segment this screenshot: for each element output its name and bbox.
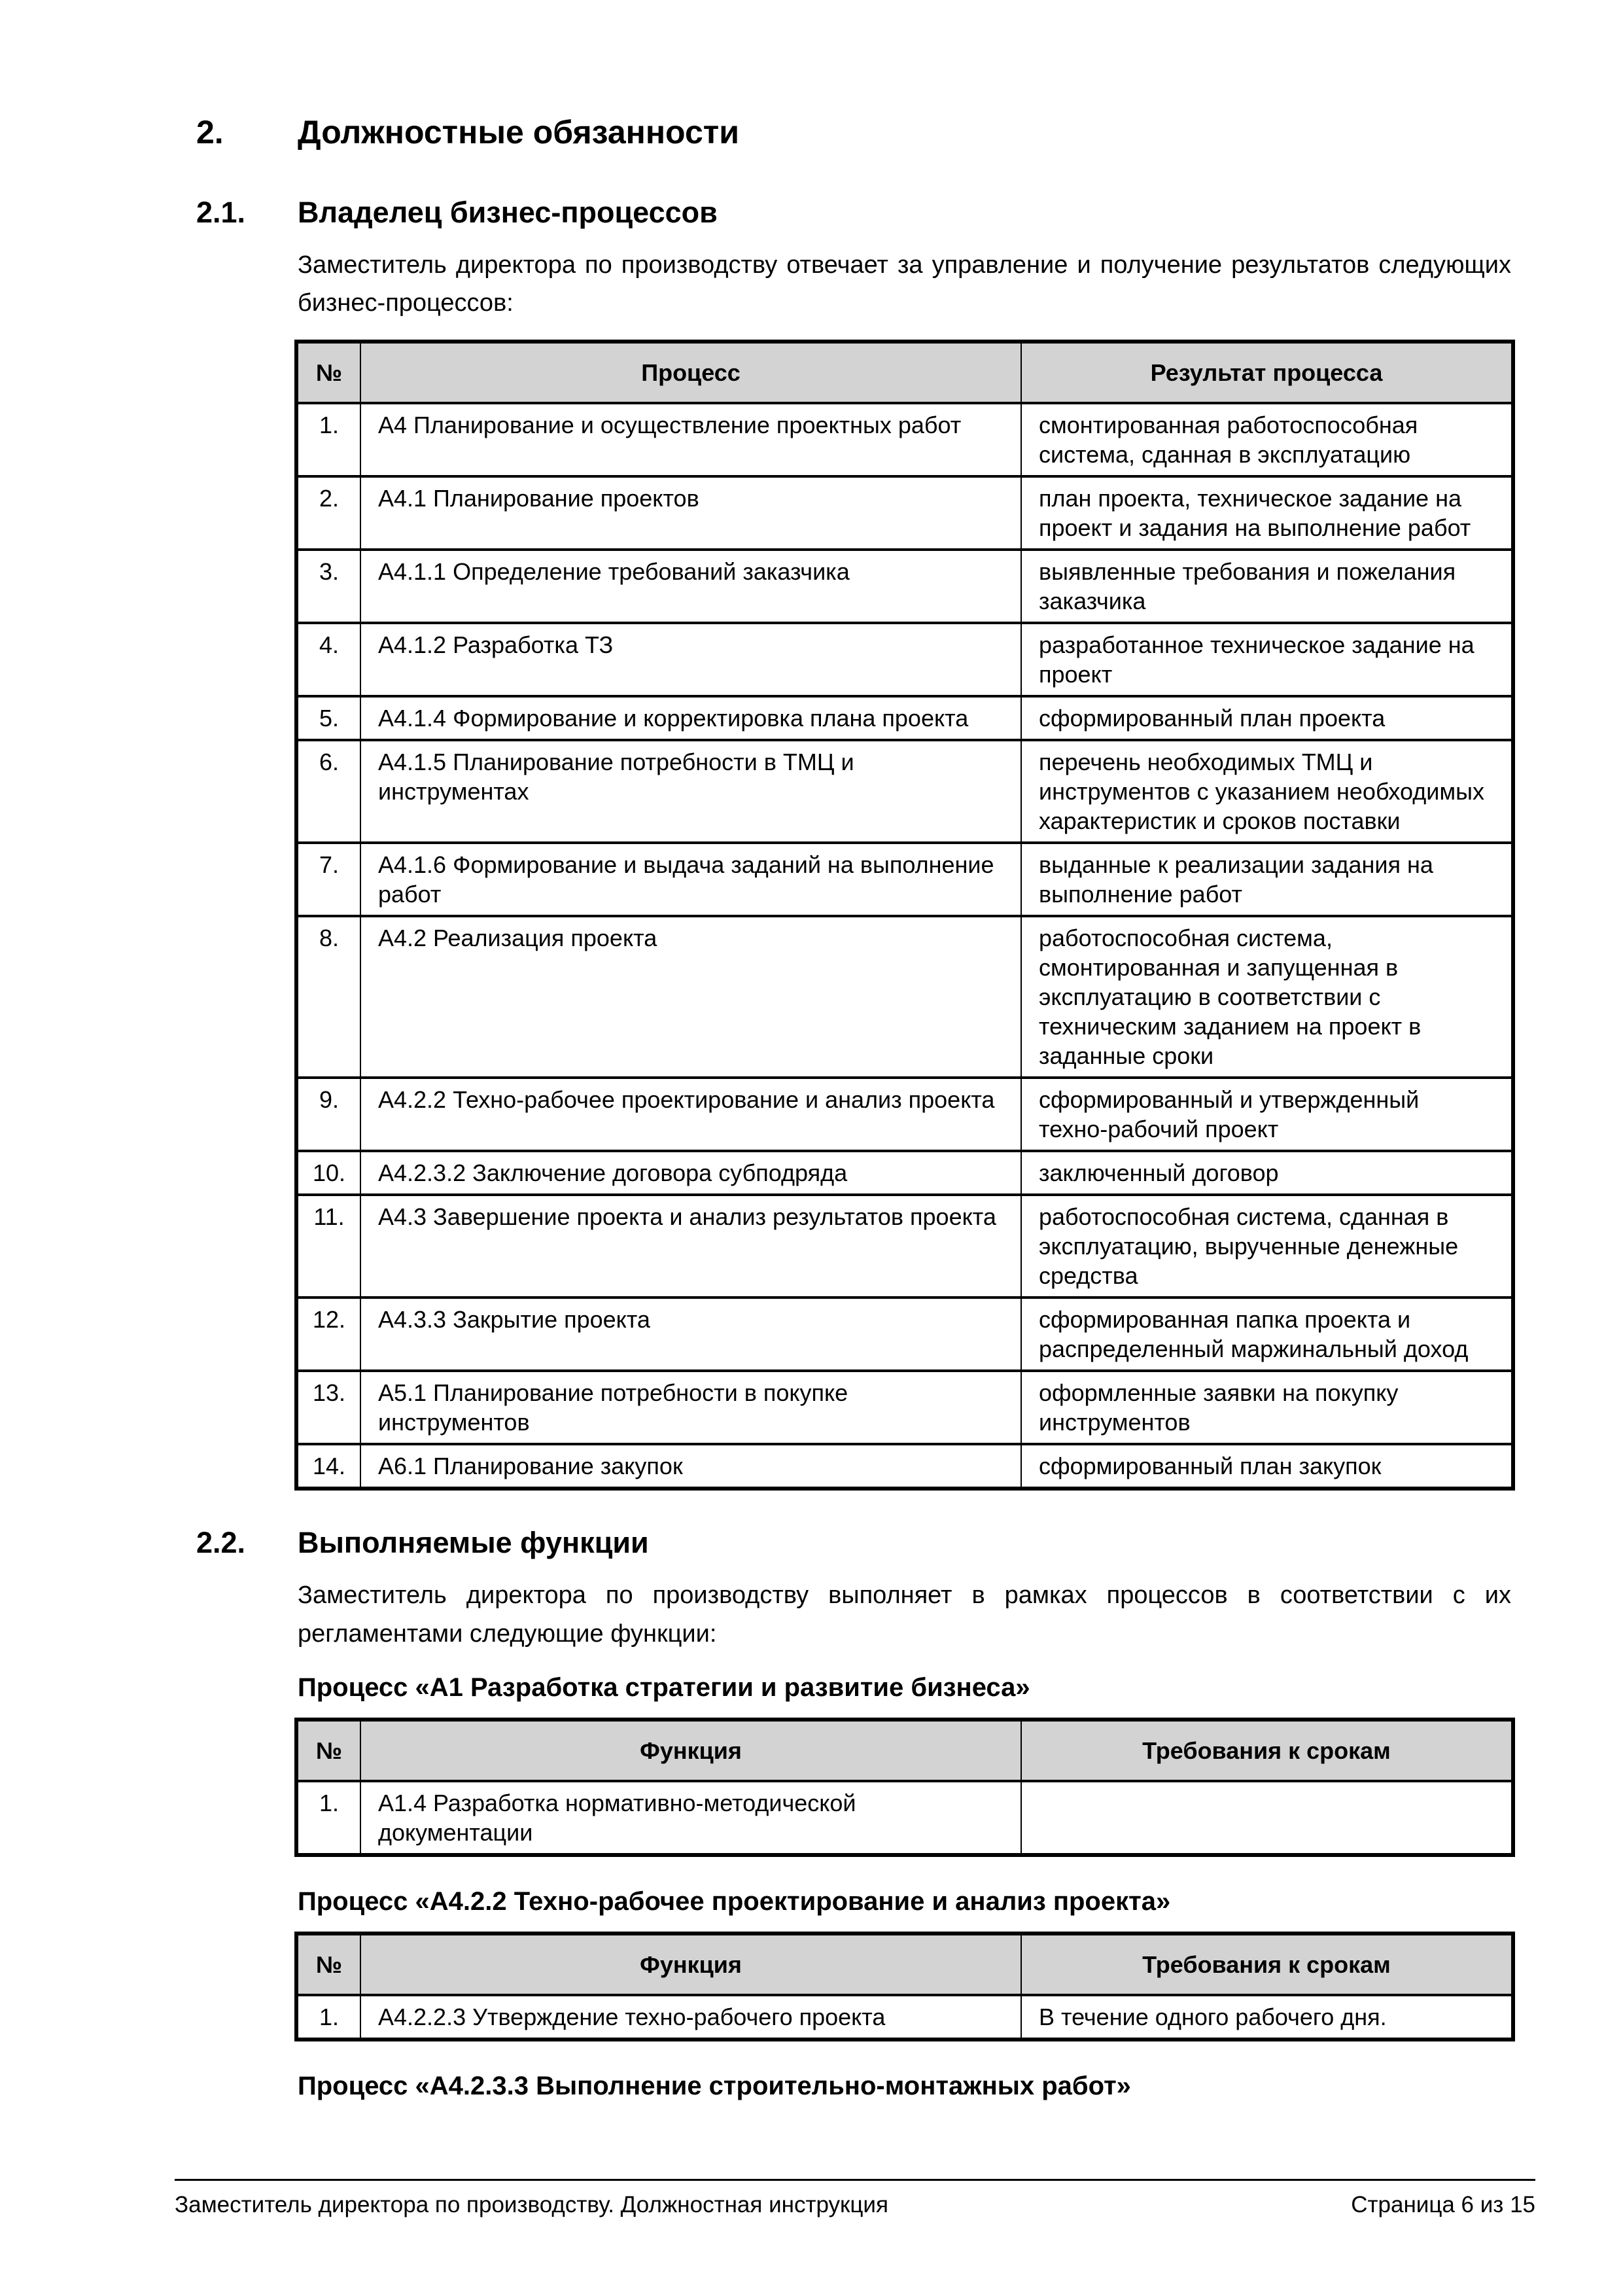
result-cell: выданные к реализации задания на выполнение работ — [1021, 843, 1513, 916]
process-table-row — [296, 1371, 1513, 1444]
result-cell: сформированный и утвержденный техно-рабочий проект — [1021, 1078, 1513, 1151]
result-cell: сформированная папка проекта и распределенный маржинальный доход — [1021, 1298, 1513, 1371]
process-table-header-result: Результат процесса — [1021, 342, 1513, 403]
process-table-row — [296, 403, 1513, 476]
function-table-a422-body — [296, 1995, 1513, 2040]
process-table-header — [296, 342, 1513, 403]
process-table-body — [296, 403, 1513, 1489]
process-table-header-row — [296, 342, 1513, 403]
section-2-2-title: Выполняемые функции — [298, 1526, 649, 1560]
row-number-cell: 13. — [296, 1371, 360, 1444]
row-number-cell: 4. — [296, 623, 360, 696]
process-block-title-a4233: Процесс «А4.2.3.3 Выполнение строительно-монтажных работ» — [298, 2071, 1131, 2100]
process-table-row — [296, 1444, 1513, 1489]
process-cell: А6.1 Планирование закупок — [360, 1444, 1021, 1489]
footer-document-title: Заместитель директора по производству. Должностная инструкция — [175, 2192, 888, 2217]
function-table-a422-header-num: № — [296, 1934, 360, 1995]
section-heading-2-1 — [196, 196, 1511, 229]
process-table-header-num: № — [296, 342, 360, 403]
result-cell: выявленные требования и пожелания заказчика — [1021, 550, 1513, 623]
process-table-row — [296, 740, 1513, 843]
process-cell: А4.3.3 Закрытие проекта — [360, 1298, 1021, 1371]
deadline-cell: В течение одного рабочего дня. — [1021, 1995, 1513, 2040]
result-cell: сформированный план проекта — [1021, 696, 1513, 740]
section-2-2-intro: Заместитель директора по производству выполняет в рамках процессов в соответствии с их регламентами следующие функции: — [298, 1581, 1511, 1648]
process-table-row — [296, 550, 1513, 623]
section-2-title: Должностные обязанности — [298, 114, 739, 150]
row-number-cell: 1. — [296, 1781, 360, 1855]
process-table-row — [296, 623, 1513, 696]
function-table-a1-header-row — [296, 1720, 1513, 1781]
section-heading-2-2 — [196, 1527, 1511, 1559]
row-number-cell: 1. — [296, 1995, 360, 2040]
function-cell: А1.4 Разработка нормативно-методической документации — [360, 1781, 1021, 1855]
row-number-cell: 2. — [296, 476, 360, 550]
process-cell: А4.2.3.2 Заключение договора субподряда — [360, 1151, 1021, 1195]
process-table-row — [296, 1151, 1513, 1195]
section-2-1-title: Владелец бизнес-процессов — [298, 196, 718, 229]
process-cell: А4.1.2 Разработка ТЗ — [360, 623, 1021, 696]
process-table-row — [296, 916, 1513, 1078]
process-table-row — [296, 1195, 1513, 1298]
process-cell: А5.1 Планирование потребности в покупке инструментов — [360, 1371, 1021, 1444]
process-block-title-a422: Процесс «А4.2.2 Техно-рабочее проектирование и анализ проекта» — [298, 1886, 1171, 1916]
process-cell: А4.1.1 Определение требований заказчика — [360, 550, 1021, 623]
section-2-1-number: 2.1. — [196, 196, 246, 229]
process-table-row — [296, 696, 1513, 740]
deadline-cell — [1021, 1781, 1513, 1855]
function-table-a422-header-deadline: Требования к срокам — [1021, 1934, 1513, 1995]
section-2-1-intro: Заместитель директора по производству отвечает за управление и получение результатов следующих бизнес-процессов: — [298, 251, 1511, 317]
function-table-a422-header-row — [296, 1934, 1513, 1995]
process-table-row — [296, 476, 1513, 550]
row-number-cell: 3. — [296, 550, 360, 623]
section-heading-2 — [196, 115, 1511, 150]
row-number-cell: 6. — [296, 740, 360, 843]
result-cell: работоспособная система, смонтированная и запущенная в эксплуатацию в соответствии с техническим заданием на проект в заданные сроки — [1021, 916, 1513, 1078]
section-2-2-number: 2.2. — [196, 1526, 246, 1560]
result-cell: разработанное техническое задание на проект — [1021, 623, 1513, 696]
result-cell: план проекта, техническое задание на проект и задания на выполнение работ — [1021, 476, 1513, 550]
function-table-row — [296, 1781, 1513, 1855]
process-cell: А4.1.4 Формирование и корректировка плана проекта — [360, 696, 1021, 740]
function-table-row — [296, 1995, 1513, 2040]
function-table-a1-body — [296, 1781, 1513, 1855]
row-number-cell: 11. — [296, 1195, 360, 1298]
process-block-title-a1: Процесс «А1 Разработка стратегии и развитие бизнеса» — [298, 1672, 1030, 1702]
result-cell: сформированный план закупок — [1021, 1444, 1513, 1489]
row-number-cell: 9. — [296, 1078, 360, 1151]
row-number-cell: 10. — [296, 1151, 360, 1195]
process-cell: А4.2 Реализация проекта — [360, 916, 1021, 1078]
footer-page-number: Страница 6 из 15 — [1351, 2192, 1535, 2217]
row-number-cell: 1. — [296, 403, 360, 476]
function-table-a1-header-deadline: Требования к срокам — [1021, 1720, 1513, 1781]
function-table-a422-header-func: Функция — [360, 1934, 1021, 1995]
row-number-cell: 5. — [296, 696, 360, 740]
process-cell: А4.1 Планирование проектов — [360, 476, 1021, 550]
process-cell: А4.1.6 Формирование и выдача заданий на выполнение работ — [360, 843, 1021, 916]
result-cell: оформленные заявки на покупку инструментов — [1021, 1371, 1513, 1444]
process-table — [294, 340, 1515, 1491]
page-footer — [175, 2179, 1535, 2219]
row-number-cell: 12. — [296, 1298, 360, 1371]
function-table-a422 — [294, 1932, 1515, 2041]
function-table-a422-header — [296, 1934, 1513, 1995]
process-cell: А4.1.5 Планирование потребности в ТМЦ и инструментах — [360, 740, 1021, 843]
result-cell: заключенный договор — [1021, 1151, 1513, 1195]
function-table-a1-header-func: Функция — [360, 1720, 1021, 1781]
process-cell: А4 Планирование и осуществление проектных работ — [360, 403, 1021, 476]
result-cell: смонтированная работоспособная система, сданная в эксплуатацию — [1021, 403, 1513, 476]
result-cell: работоспособная система, сданная в эксплуатацию, вырученные денежные средства — [1021, 1195, 1513, 1298]
process-table-row — [296, 1298, 1513, 1371]
function-table-a1-header — [296, 1720, 1513, 1781]
process-table-header-process: Процесс — [360, 342, 1021, 403]
process-table-row — [296, 843, 1513, 916]
result-cell: перечень необходимых ТМЦ и инструментов с указанием необходимых характеристик и сроков поставки — [1021, 740, 1513, 843]
process-cell: А4.2.2 Техно-рабочее проектирование и анализ проекта — [360, 1078, 1021, 1151]
function-cell: А4.2.2.3 Утверждение техно-рабочего проекта — [360, 1995, 1021, 2040]
function-table-a1 — [294, 1718, 1515, 1857]
function-table-a1-header-num: № — [296, 1720, 360, 1781]
process-cell: А4.3 Завершение проекта и анализ результатов проекта — [360, 1195, 1021, 1298]
row-number-cell: 8. — [296, 916, 360, 1078]
row-number-cell: 14. — [296, 1444, 360, 1489]
row-number-cell: 7. — [296, 843, 360, 916]
process-table-row — [296, 1078, 1513, 1151]
section-2-number: 2. — [196, 114, 224, 150]
